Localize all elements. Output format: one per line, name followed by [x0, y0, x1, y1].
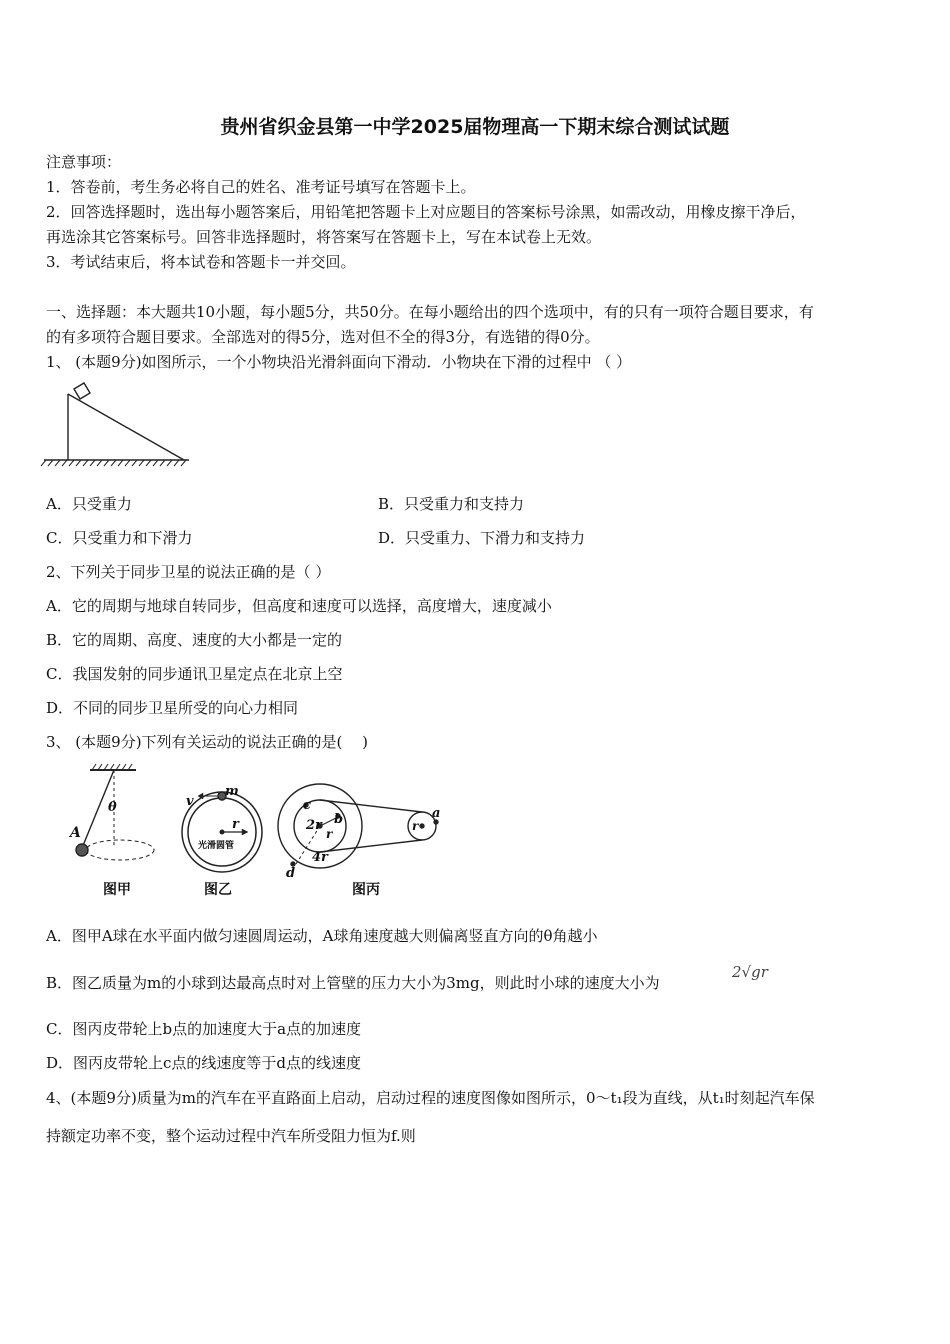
q2-stem: 2、下列关于同步卫星的说法正确的是（ ） — [46, 563, 331, 581]
section-intro-line2: 的有多项符合题目要求。全部选对的得5分，选对但不全的得3分，有选错的得0分。 — [46, 328, 600, 346]
fig-bing-d: d — [286, 866, 296, 881]
fig-bing-r-small: r — [326, 827, 333, 841]
fig-jia-caption: 图甲 — [103, 882, 131, 898]
fig-jia-theta: θ — [108, 800, 117, 815]
notice-item-2-cont: 再选涂其它答案标号。回答非选择题时，将答案写在答题卡上，写在本试卷上无效。 — [46, 228, 602, 246]
page-title: 贵州省织金县第一中学2025届物理高一下期末综合测试试题 — [220, 116, 730, 138]
q2-option-d: D．不同的同步卫星所受的向心力相同 — [46, 699, 299, 717]
q3-option-d: D．图丙皮带轮上c点的线速度等于d点的线速度 — [46, 1054, 362, 1072]
notice-item-2: 2．回答选择题时，选出每小题答案后，用铅笔把答题卡上对应题目的答案标号涂黑，如需改动，用橡皮擦干净后， — [46, 203, 806, 221]
q1-stem: 1、 (本题9分)如图所示，一个小物块沿光滑斜面向下滑动．小物块在下滑的过程中 （ ） — [46, 353, 632, 371]
fig-yi-tube-label: 光滑圆管 — [198, 841, 235, 851]
q3-option-b: B．图乙质量为m的小球到达最高点时对上管壁的压力大小为3mg，则此时小球的速度大小为 — [46, 974, 660, 992]
q2-option-c: C．我国发射的同步通讯卫星定点在北京上空 — [46, 665, 343, 683]
notice-item-3: 3．考试结束后，将本试卷和答题卡一并交回。 — [46, 253, 356, 271]
fig-yi-caption: 图乙 — [204, 882, 232, 898]
q4-stem-line1: 4、(本题9分)质量为m的汽车在平直路面上启动，启动过程的速度图像如图所示，0～t₁段为直线，从t₁时刻起汽车保 — [46, 1089, 815, 1107]
fig-bing-4r: 4r — [312, 850, 328, 865]
fig-yi-r: r — [232, 817, 239, 832]
section-intro-line1: 一、选择题：本大题共10小题，每小题5分，共50分。在每小题给出的四个选项中，有的只有一项符合题目要求，有 — [46, 303, 814, 321]
q3-option-c: C．图丙皮带轮上b点的加速度大于a点的加速度 — [46, 1020, 362, 1038]
fig-yi-m: m — [225, 784, 239, 799]
q3-figure-jia — [66, 764, 166, 899]
fig-bing-c: c — [303, 798, 311, 813]
q1-incline-figure — [44, 380, 194, 470]
q3-figure-bing — [276, 778, 446, 878]
fig-bing-a: a — [432, 806, 441, 821]
q2-option-a: A．它的周期与地球自转同步，但高度和速度可以选择，高度增大，速度减小 — [46, 597, 552, 615]
fig-bing-2r: 2r — [306, 818, 322, 833]
q3-option-a: A．图甲A球在水平面内做匀速圆周运动，A球角速度越大则偏离竖直方向的θ角越小 — [46, 927, 598, 945]
q3-option-b-formula: 2√gr — [732, 963, 768, 981]
q4-stem-line2: 持额定功率不变，整个运动过程中汽车所受阻力恒为f.则 — [46, 1127, 416, 1145]
q3-stem: 3、 (本题9分)下列有关运动的说法正确的是( ) — [46, 733, 369, 751]
q2-option-b: B．它的周期、高度、速度的大小都是一定的 — [46, 631, 343, 649]
fig-jia-label-a: A — [70, 825, 81, 841]
notice-heading: 注意事项： — [46, 153, 122, 171]
fig-bing-b: b — [334, 812, 344, 827]
fig-yi-v: v — [186, 794, 194, 809]
q1-option-b: B．只受重力和支持力 — [378, 495, 525, 513]
fig-bing-r-right: r — [412, 819, 419, 833]
q1-option-d: D．只受重力、下滑力和支持力 — [378, 529, 586, 547]
q1-option-c: C．只受重力和下滑力 — [46, 529, 193, 547]
notice-item-1: 1．答卷前，考生务必将自己的姓名、准考证号填写在答题卡上。 — [46, 178, 476, 196]
q1-option-a: A．只受重力 — [46, 495, 132, 513]
fig-bing-caption: 图丙 — [352, 882, 380, 898]
